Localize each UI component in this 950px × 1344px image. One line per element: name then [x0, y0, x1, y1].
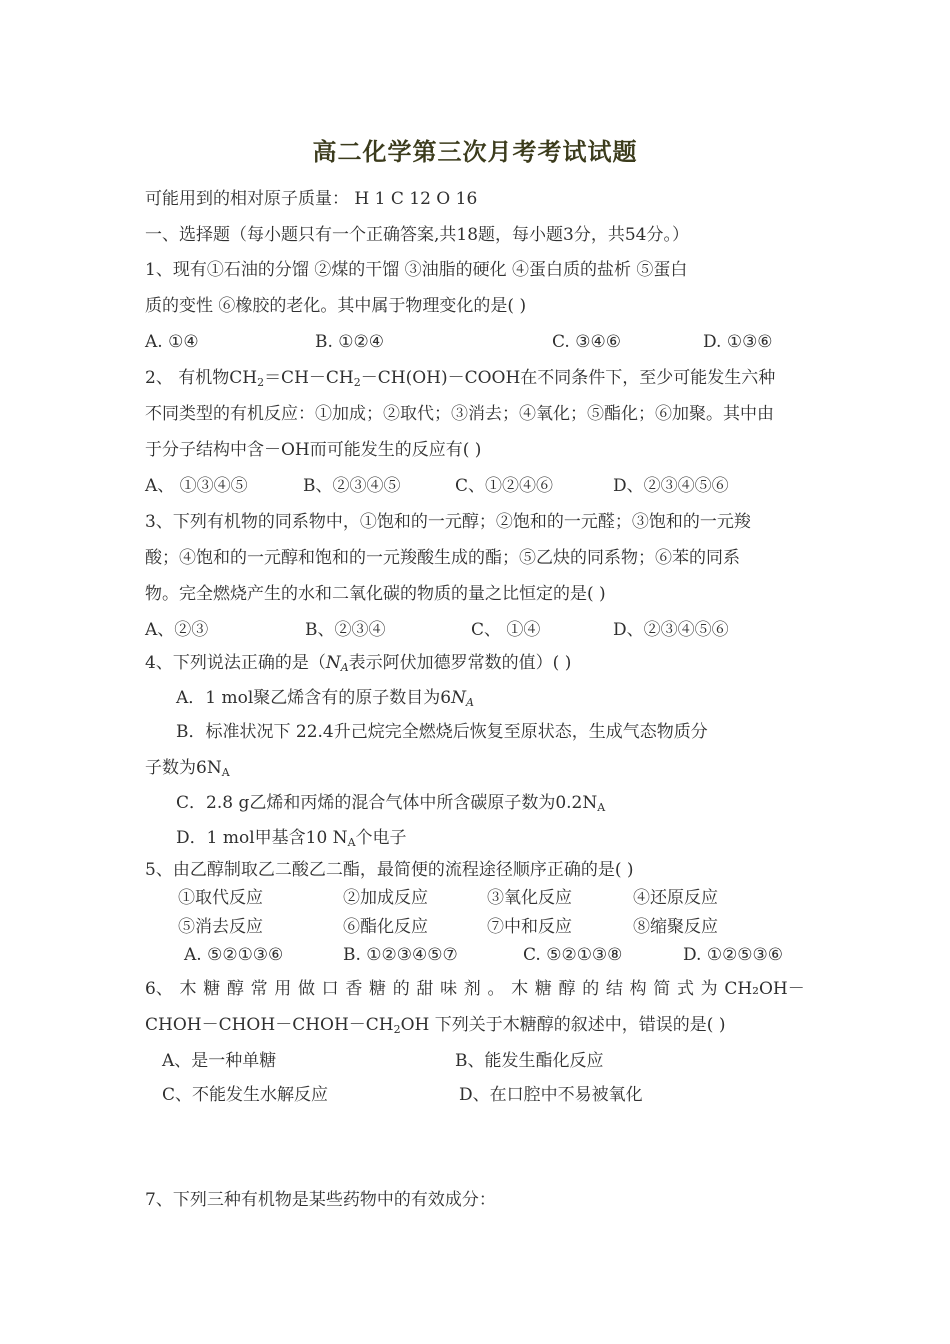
q5-option-b: B. ①②③④⑤⑦ [343, 945, 458, 965]
question-3-line-1: 3、下列有机物的同系物中，①饱和的一元醇；②饱和的一元醛；③饱和的一元羧 [145, 512, 751, 532]
question-3-line-2: 酸；④饱和的一元醇和饱和的一元羧酸生成的酯；⑤乙炔的同系物；⑥苯的同系 [145, 548, 740, 568]
q5-step-2: ②加成反应 [343, 888, 428, 908]
q6-option-a: A、是一种单糖 [162, 1051, 277, 1071]
question-2-line-1: 2、 有机物$CH_2=CH-CH_2-CH(OH)-COOH$在不同条件下，至少可能发生六种 [145, 368, 776, 389]
question-1-line-1: 1、现有①石油的分馏 ②煤的干馏 ③油脂的硬化 ④蛋白质的盐析 ⑤蛋白 [145, 260, 688, 280]
q4-option-b-cont: 子数为$6N_A$ [145, 758, 230, 779]
page-title: 高二化学第三次月考考试试题 [312, 137, 638, 166]
q5-step-5: ⑤消去反应 [178, 917, 263, 937]
q5-step-1: ①取代反应 [178, 888, 263, 908]
atomic-masses: 可能用到的相对原子质量： H 1 C 12 O 16 [145, 189, 478, 209]
question-6-line-2: $CHOH-CHOH-CHOH-CH_2OH$ 下列关于木糖醇的叙述中，错误的是( ) [145, 1015, 726, 1036]
question-7-stem: 7、下列三种有机物是某些药物中的有效成分： [145, 1190, 496, 1210]
q4-option-a: A．1 mol聚乙烯含有的原子数目为$6N_A$ [176, 688, 474, 709]
question-2-line-3: 于分子结构中含－OH而可能发生的反应有( ) [145, 440, 482, 460]
q3-option-a: A、②③ [145, 620, 209, 640]
q4-option-b: B．标准状况下 22.4升己烷完全燃烧后恢复至原状态，生成气态物质分 [176, 722, 708, 742]
q1-option-a: A. ①④ [145, 332, 199, 352]
q5-option-d: D. ①②⑤③⑥ [683, 945, 784, 965]
section-heading: 一、选择题（每小题只有一个正确答案,共18题，每小题3分，共54分。） [145, 225, 689, 245]
q5-step-7: ⑦中和反应 [487, 917, 572, 937]
q2-option-c: C、①②④⑥ [455, 476, 554, 496]
q3-option-d: D、②③④⑤⑥ [613, 620, 729, 640]
q5-option-c: C. ⑤②①③⑧ [523, 945, 623, 965]
q1-option-c: C. ③④⑥ [552, 332, 621, 352]
q5-step-3: ③氧化反应 [487, 888, 572, 908]
q6-option-b: B、能发生酯化反应 [455, 1051, 604, 1071]
question-6-line-1: 6、 木 糖 醇 常 用 做 口 香 糖 的 甜 味 剂 。 木 糖 醇 的 结 构 简 式 为 CH₂OH－ [145, 979, 805, 999]
q5-option-a: A. ⑤②①③⑥ [184, 945, 284, 965]
q2-option-d: D、②③④⑤⑥ [613, 476, 729, 496]
question-1-line-2: 质的变性 ⑥橡胶的老化。其中属于物理变化的是( ) [145, 296, 527, 316]
q4-option-c: C．2.8 g乙烯和丙烯的混合气体中所含碳原子数为$0.2N_A$ [176, 793, 606, 814]
q1-option-d: D. ①③⑥ [703, 332, 773, 352]
q4-option-d: D．1 mol甲基含10 $N_A$个电子 [176, 828, 407, 849]
q5-step-8: ⑧缩聚反应 [633, 917, 718, 937]
question-2-line-2: 不同类型的有机反应：①加成；②取代；③消去；④氧化；⑤酯化；⑥加聚。其中由 [145, 404, 774, 424]
question-4-stem: 4、下列说法正确的是（$N_A$表示阿伏加德罗常数的值）( ) [145, 653, 572, 674]
q5-step-6: ⑥酯化反应 [343, 917, 428, 937]
question-5-stem: 5、由乙醇制取乙二酸乙二酯，最简便的流程途径顺序正确的是( ) [145, 860, 634, 880]
q6-option-c: C、不能发生水解反应 [162, 1085, 329, 1105]
q5-step-4: ④还原反应 [633, 888, 718, 908]
question-3-line-3: 物。完全燃烧产生的水和二氧化碳的物质的量之比恒定的是( ) [145, 584, 606, 604]
q3-option-c: C、 ①④ [471, 620, 541, 640]
q1-option-b: B. ①②④ [315, 332, 385, 352]
q2-option-a: A、 ①③④⑤ [145, 476, 248, 496]
q6-option-d: D、在口腔中不易被氧化 [459, 1085, 643, 1105]
q2-option-b: B、②③④⑤ [303, 476, 401, 496]
q3-option-b: B、②③④ [305, 620, 386, 640]
